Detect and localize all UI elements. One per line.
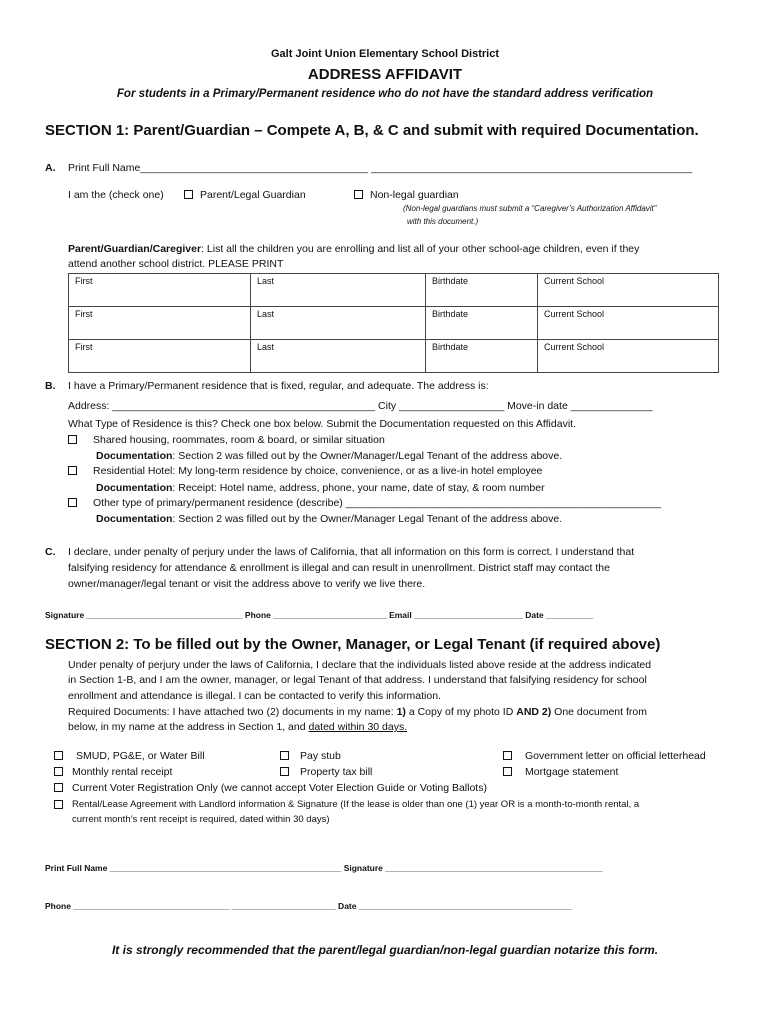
required-docs-part: a Copy of my photo ID: [405, 706, 517, 718]
government-letter-checkbox[interactable]: [503, 751, 512, 760]
rental-lease-label-2: current month’s rent receipt is required, dated within 30 days): [72, 814, 330, 825]
owner-phone-date[interactable]: Phone _________________________________ ______________________ Date _____________________________________________: [45, 901, 572, 911]
other-residence-doc: [96, 513, 562, 525]
section1-heading: SECTION 1: Parent/Guardian – Compete A, B, & C and submit with required Documentation.: [45, 122, 699, 139]
residential-hotel-checkbox[interactable]: [68, 466, 77, 475]
required-docs-bold-1: 1): [396, 706, 406, 718]
children-text: : List all the children you are enrolling and list all of your other school-age children, even if they: [201, 243, 640, 255]
parent-checkbox[interactable]: [184, 190, 193, 199]
part-b-text: I have a Primary/Permanent residence that is fixed, regular, and adequate. The address is:: [68, 380, 489, 392]
mortgage-statement-checkbox[interactable]: [503, 767, 512, 776]
children-table: [68, 273, 719, 373]
last-name-cell[interactable]: Last: [251, 307, 426, 340]
required-docs-bold-2: AND 2): [516, 706, 552, 718]
first-name-cell[interactable]: First: [69, 274, 251, 307]
nonlegal-note-2: with this document.): [407, 217, 479, 226]
section2-para-line2: in Section 1-B, and I am the owner, manager, or legal Tenant of that address. I understand that falsifying residency for school: [68, 674, 647, 686]
current-school-cell[interactable]: Current School: [538, 274, 719, 307]
form-subtitle: For students in a Primary/Permanent residence who do not have the standard address verification: [116, 88, 654, 100]
smud-label: SMUD, PG&E, or Water Bill: [76, 750, 205, 762]
form-title: ADDRESS AFFIDAVIT: [307, 66, 463, 83]
birthdate-cell[interactable]: Birthdate: [426, 307, 538, 340]
shared-housing-doc-text: : Section 2 was filled out by the Owner/Manager/Legal Tenant of the address above.: [172, 450, 563, 462]
current-school-cell[interactable]: Current School: [538, 307, 719, 340]
first-name-cell[interactable]: First: [69, 307, 251, 340]
table-row: [69, 274, 719, 307]
other-residence-label[interactable]: Other type of primary/permanent residence (describe) ______________________________________________________: [93, 497, 662, 509]
documentation-label: Documentation: [96, 482, 173, 494]
pay-stub-checkbox[interactable]: [280, 751, 289, 760]
table-row: [69, 340, 719, 373]
rental-lease-label: Rental/Lease Agreement with Landlord information & Signature (If the lease is older than one (1) year OR is a month-to-month rental, a: [72, 799, 640, 810]
required-documents-text-2: [68, 721, 407, 733]
documentation-label: Documentation: [96, 513, 173, 525]
part-a-label: A.: [45, 162, 56, 174]
district-name: Galt Joint Union Elementary School District: [271, 48, 499, 60]
required-docs-part: Required Documents: I have attached two (2) documents in my name:: [68, 706, 397, 718]
rental-receipt-label: Monthly rental receipt: [72, 766, 173, 778]
residential-hotel-label: Residential Hotel: My long-term residence by choice, convenience, or as a live-in hotel employee: [93, 465, 543, 477]
required-docs-part: One document from: [551, 706, 647, 718]
shared-housing-doc: [96, 450, 562, 462]
print-full-name-field[interactable]: Print Full Name_______________________________________ _______________________________________________________: [68, 162, 693, 174]
rental-lease-checkbox[interactable]: [54, 800, 63, 809]
notarize-recommendation: It is strongly recommended that the parent/legal guardian/non-legal guardian notarize this form.: [111, 943, 659, 957]
residential-hotel-doc: [96, 482, 545, 494]
other-residence-doc-text: : Section 2 was filled out by the Owner/Manager Legal Tenant of the address above.: [172, 513, 563, 525]
children-bold-label: Parent/Guardian/Caregiver: [68, 243, 202, 255]
government-letter-label: Government letter on official letterhead: [525, 750, 706, 762]
residence-type-question: What Type of Residence is this? Check one box below. Submit the Documentation requested on this Affidavit.: [68, 418, 576, 430]
section1-signature-line[interactable]: Signature _________________________________ Phone ________________________ Email _______________________ Date __________: [45, 610, 594, 620]
rental-receipt-checkbox[interactable]: [54, 767, 63, 776]
part-c-line1: I declare, under penalty of perjury under the laws of California, that all information on this form is correct. I understand that: [68, 546, 635, 558]
birthdate-cell[interactable]: Birthdate: [426, 340, 538, 373]
table-row: [69, 307, 719, 340]
address-line[interactable]: Address: _____________________________________________ City __________________ Move-in date ______________: [68, 400, 653, 412]
section2-para-line3: enrollment and attendance is illegal. I can be contacted to verify this information.: [68, 690, 441, 702]
required-docs-part: below, in my name at the address in Section 1, and: [68, 721, 309, 733]
part-c-label: C.: [45, 546, 56, 558]
i-am-label: I am the (check one): [68, 189, 164, 201]
last-name-cell[interactable]: Last: [251, 340, 426, 373]
pay-stub-label: Pay stub: [300, 750, 341, 762]
nonlegal-option-label: Non-legal guardian: [370, 189, 459, 201]
shared-housing-checkbox[interactable]: [68, 435, 77, 444]
first-name-cell[interactable]: First: [69, 340, 251, 373]
parent-option-label: Parent/Legal Guardian: [200, 189, 306, 201]
residential-hotel-doc-text: : Receipt: Hotel name, address, phone, your name, date of stay, & room number: [172, 482, 545, 494]
mortgage-statement-label: Mortgage statement: [525, 766, 619, 778]
section2-heading: SECTION 2: To be filled out by the Owner, Manager, or Legal Tenant (if required above): [45, 636, 661, 653]
last-name-cell[interactable]: Last: [251, 274, 426, 307]
nonlegal-checkbox[interactable]: [354, 190, 363, 199]
dated-within-30-days: dated within 30 days.: [308, 721, 408, 733]
voter-registration-checkbox[interactable]: [54, 783, 63, 792]
property-tax-label: Property tax bill: [300, 766, 373, 778]
required-documents-text: [68, 706, 647, 718]
nonlegal-note: (Non-legal guardians must submit a “Caregiver’s Authorization Affidavit”: [403, 204, 657, 213]
part-b-label: B.: [45, 380, 56, 392]
other-residence-checkbox[interactable]: [68, 498, 77, 507]
documentation-label: Documentation: [96, 450, 173, 462]
current-school-cell[interactable]: Current School: [538, 340, 719, 373]
children-instructions: [68, 243, 639, 255]
children-text-2: attend another school district. PLEASE PRINT: [68, 258, 284, 270]
owner-print-name-signature[interactable]: Print Full Name _________________________________________________ Signature ______________________________________________: [45, 863, 603, 873]
part-c-line3: owner/manager/legal tenant or visit the address above to verify we live there.: [68, 578, 426, 590]
birthdate-cell[interactable]: Birthdate: [426, 274, 538, 307]
voter-registration-label: Current Voter Registration Only (we cannot accept Voter Election Guide or Voting Ballots): [72, 782, 487, 794]
part-c-line2: falsifying residency for attendance & enrollment is illegal and can result in unenrollment. District staff may contact the: [68, 562, 610, 574]
shared-housing-label: Shared housing, roommates, room & board, or similar situation: [93, 434, 385, 446]
smud-checkbox[interactable]: [54, 751, 63, 760]
property-tax-checkbox[interactable]: [280, 767, 289, 776]
section2-para-line1: Under penalty of perjury under the laws of California, I declare that the individuals listed above reside at the address indicated: [68, 659, 652, 671]
